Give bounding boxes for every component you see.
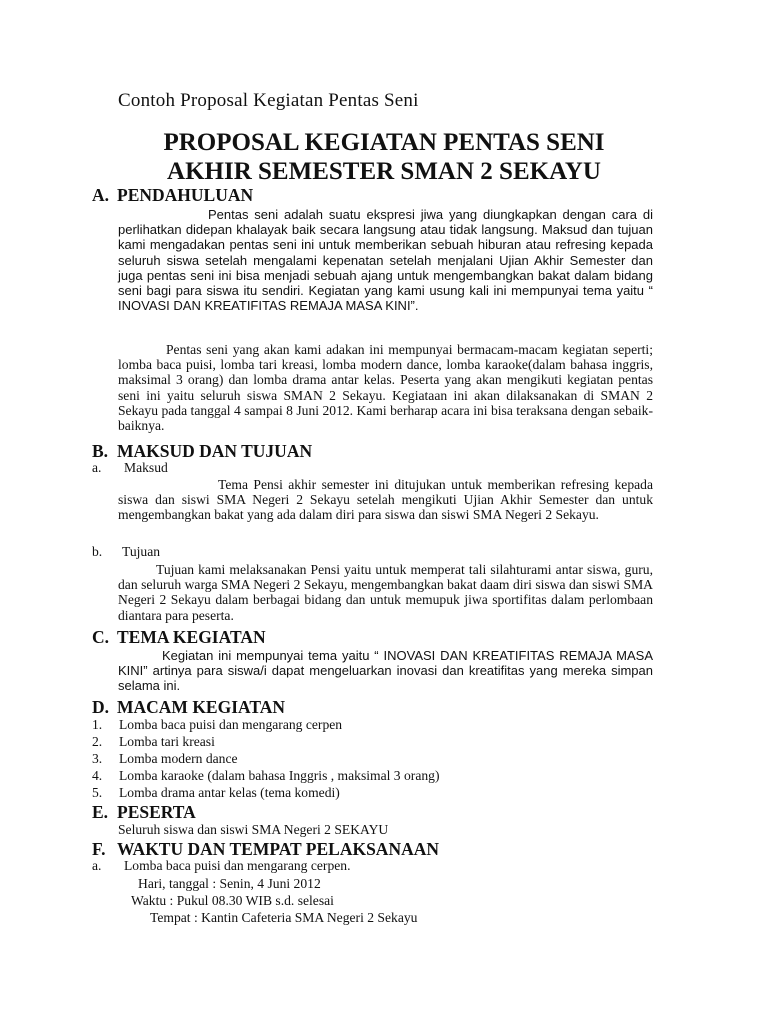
heading-text: TEMA KEGIATAN	[117, 627, 266, 647]
heading-letter: E.	[92, 802, 109, 822]
waktu-item-marker: a.	[92, 858, 102, 873]
list-item: 1. Lomba baca puisi dan mengarang cerpen	[92, 717, 343, 732]
title-line-1: PROPOSAL KEGIATAN PENTAS SENI	[163, 129, 605, 156]
heading-waktu-tempat	[92, 839, 439, 859]
heading-macam-kegiatan	[92, 697, 285, 717]
document-subtitle: Contoh Proposal Kegiatan Pentas Seni	[118, 90, 419, 111]
heading-tema-kegiatan	[92, 627, 266, 647]
list-item: 2. Lomba tari kreasi	[92, 734, 215, 749]
heading-maksud-tujuan	[92, 441, 312, 461]
heading-text: PENDAHULUAN	[117, 185, 254, 205]
hari-tanggal: Hari, tanggal : Senin, 4 Juni 2012	[138, 876, 321, 891]
maksud-marker: a.	[92, 460, 102, 475]
tema-paragraph: Kegiatan ini mempunyai tema yaitu “ INOVASI DAN KREATIFITAS REMAJA MASA KINI” artinya para siswa/i dapat mengeluarkan inovasi dan kreatifitas yang mereka simpan selama ini.	[118, 648, 653, 694]
heading-pendahuluan	[92, 185, 253, 205]
heading-letter: B.	[92, 441, 109, 461]
heading-text: WAKTU DAN TEMPAT PELAKSANAAN	[117, 839, 439, 859]
tujuan-paragraph: Tujuan kami melaksanakan Pensi yaitu untuk memperat tali silahturami antar siswa, guru, dan seluruh warga SMA Negeri 2 Sekayu, mengembangkan bakat daam diri siswa dan siswi SMA Negeri 2 Sekayu dalam berbagai bidang dan untuk memupuk jiwa sportifitas dalam perlombaan diantara para peserta.	[118, 562, 653, 623]
waktu-line: Waktu : Pukul 08.30 WIB s.d. selesai	[131, 893, 334, 908]
heading-letter: D.	[92, 697, 110, 717]
title-line-2: AKHIR SEMESTER SMAN 2 SEKAYU	[167, 158, 601, 185]
heading-text: MACAM KEGIATAN	[117, 697, 286, 717]
heading-peserta	[92, 802, 196, 822]
waktu-item-text: Lomba baca puisi dan mengarang cerpen.	[124, 858, 351, 873]
maksud-label: Maksud	[124, 460, 168, 475]
maksud-paragraph: Tema Pensi akhir semester ini ditujukan untuk memberikan refresing kepada siswa dan siswi SMA Negeri 2 Sekayu setelah mengikuti Ujian Akhir Semester dan untuk mengembangkan bakat yang ada dalam diri para siswa dan siswi SMA Negeri 2 Sekayu.	[118, 477, 653, 523]
list-item: 3. Lomba modern dance	[92, 751, 238, 766]
heading-letter: C.	[92, 627, 110, 647]
tujuan-marker: b.	[92, 544, 103, 559]
heading-letter: A.	[92, 185, 110, 205]
list-item: 5. Lomba drama antar kelas (tema komedi)	[92, 785, 340, 800]
heading-text: PESERTA	[117, 802, 196, 822]
heading-letter: F.	[92, 839, 106, 859]
pendahuluan-paragraph-2: Pentas seni yang akan kami adakan ini mempunyai bermacam-macam kegiatan seperti; lomba baca puisi, lomba tari kreasi, lomba modern dance, lomba karaoke(dalam bahasa inggris, maksimal 3 orang) dan lomba drama antar kelas. Peserta yang akan mengikuti kegiatan pentas seni ini yaitu seluruh siswa SMAN 2 Sekayu. Kegiataan ini akan dilaksanakan di SMAN 2 Sekayu pada tanggal 4 sampai 8 Juni 2012. Kami berharap acara ini bisa teraksana dengan sebaik-baiknya.	[118, 342, 653, 434]
pendahuluan-paragraph-1: Pentas seni adalah suatu ekspresi jiwa yang diungkapkan dengan cara di perlihatkan didepan khalayak baik secara langsung atau tidak langsung. Maksud dan tujuan kami mengadakan pentas seni ini untuk memberikan sebuah hiburan atau refresing kepada seluruh siswa setelah mengalami kepenatan setelah menjalani Ujian Akhir Semester dan juga pentas seni ini bisa menjadi sebuah ajang untuk mengembangkan bakat dalam bidang seni bagi para siswa itu sendiri. Kegiatan yang kami usung kali ini mempunyai tema yaitu “ INOVASI DAN KREATIFITAS REMAJA MASA KINI”.	[118, 207, 653, 314]
heading-text: MAKSUD DAN TUJUAN	[117, 441, 313, 461]
tujuan-label: Tujuan	[122, 544, 161, 559]
peserta-text: Seluruh siswa dan siswi SMA Negeri 2 SEKAYU	[118, 822, 389, 837]
tempat-line: Tempat : Kantin Cafeteria SMA Negeri 2 Sekayu	[150, 910, 418, 925]
list-item: 4. Lomba karaoke (dalam bahasa Inggris , maksimal 3 orang)	[92, 768, 440, 783]
